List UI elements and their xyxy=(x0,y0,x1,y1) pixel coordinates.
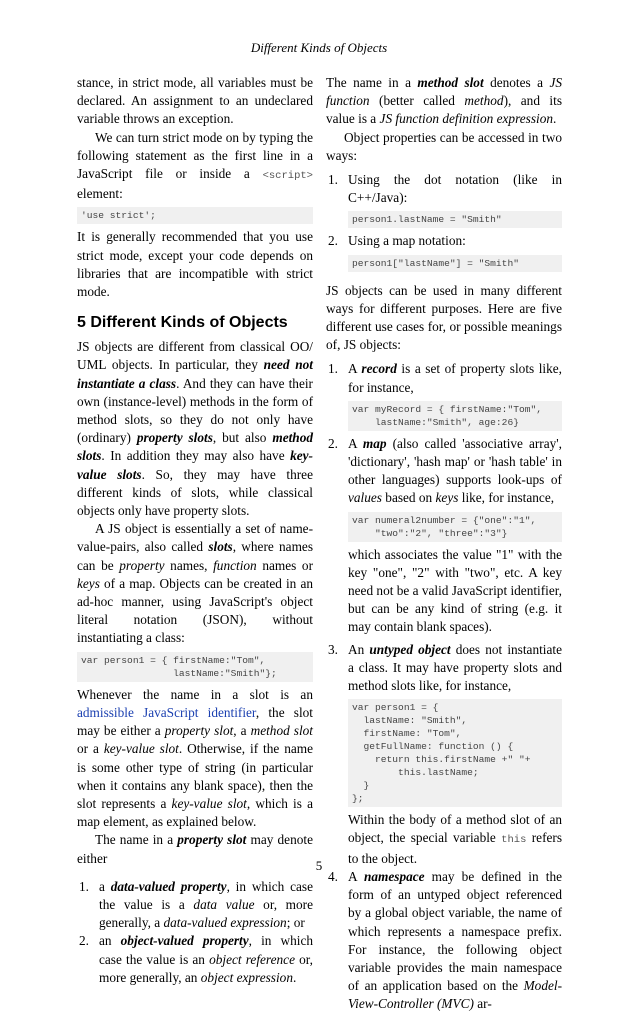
list-item: 3. An untyped object does not instantiate a class. It may have property slots and method slots like, for instance, var person1 = { lastName: "Smith", firstName: "Tom", getFullName: function () { return this.firstName +" "+ this.lastName; } }; Within the body of a method slot of an object, the special variable this refers to the object. xyxy=(326,641,562,868)
inline-code: <script> xyxy=(262,170,313,183)
list-item: 2. Using a map notation: person1["lastName"] = "Smith" xyxy=(326,232,562,271)
list-item: 1. A record is a set of property slots like, for instance, var myRecord = { firstName:"Tom", lastName:"Smith", age:26} xyxy=(326,360,562,430)
list-item: 1. Using the dot notation (like in C++/Java): person1.lastName = "Smith" xyxy=(326,171,562,228)
paragraph: stance, in strict mode, all variables must be declared. An assignment to an undeclared variable throws an exception. xyxy=(77,75,313,127)
paragraph: Whenever the name in a slot is an admissible JavaScript identifier, the slot may be either a property slot, a method slot or a key-value slot. Otherwise, if the name is some other type of string (in particular when it contains any blank space), then the slot represents a key-value slot, which is a map element, as explained below. xyxy=(77,686,313,830)
paragraph: The name in a property slot may denote either xyxy=(77,832,313,866)
paragraph: A JS object is essentially a set of name-value-pairs, also called slots, where names can be property names, function names or keys of a map. Objects can be created in an ad-hoc manner, using JavaScript's object literal notation (JSON), without instantiating a class: xyxy=(77,521,313,646)
page-number: 5 xyxy=(315,858,323,873)
list-number: 2. xyxy=(79,933,89,949)
paragraph: It is generally recommended that you use strict mode, except your code depends on libraries that are incompatible with strict mode. xyxy=(77,229,313,300)
list-item: 2. an object-valued property, in which case the value is an object reference or, more generally, an object expression. xyxy=(79,933,314,985)
identifier-link[interactable]: admissible JavaScript identifier xyxy=(77,704,256,720)
code-block: var person1 = { lastName: "Smith", firstName: "Tom", getFullName: function () { return this.firstName +" "+ this.lastName; } }; xyxy=(348,699,562,807)
left-column xyxy=(77,74,313,987)
code-block: person1.lastName = "Smith" xyxy=(348,211,562,228)
code-block: var numeral2number = {"one":"1", "two":"2", "three":"3"} xyxy=(348,512,562,542)
list-number: 2. xyxy=(328,435,338,451)
paragraph: We can turn strict mode on by typing the following statement as the first line in a JavaScript file or inside a <script> element: xyxy=(77,129,313,202)
code-block: var person1 = { firstName:"Tom", lastName:"Smith"}; xyxy=(77,652,313,682)
list-item-continuation: Within the body of a method slot of an object, the special variable this refers to the object. xyxy=(348,812,562,866)
list-number: 2. xyxy=(328,233,338,249)
code-block: var myRecord = { firstName:"Tom", lastName:"Smith", age:26} xyxy=(348,401,562,431)
list-item: 4. A namespace may be defined in the form of an untyped object referenced by a global object variable, the name of which represents a namespace prefix. For instance, the following object variable provides the main namespace of an application based on the Model-View-Controller (MVC) ar- xyxy=(328,868,562,1012)
inline-code: this xyxy=(501,834,527,847)
list-number: 3. xyxy=(328,641,338,657)
paragraph: Object properties can be accessed in two ways: xyxy=(326,129,562,163)
paragraph: JS objects can be used in many different ways for different purposes. Here are five different use cases for, or possible meanings of, JS objects: xyxy=(326,282,562,353)
list-number: 1. xyxy=(328,361,338,377)
list-number: 4. xyxy=(328,868,338,884)
code-block: person1["lastName"] = "Smith" xyxy=(348,255,562,272)
list-item: 1. a data-valued property, in which case the value is a data value or, more generally, a data-valued expression; or xyxy=(79,878,314,931)
paragraph: The name in a method slot denotes a JS function (better called method), and its value is a JS function definition expression. xyxy=(326,75,562,127)
list-number: 1. xyxy=(328,172,338,188)
paragraph: JS objects are different from classical OO/ UML objects. In particular, they need not instantiate a class. And they can have their own (instance-level) methods in the form of method slots, so they do not only have (ordinary) property slots, but also method slots. In addition they may also have key-value slots. So, they may have three different kinds of slots, while classical objects only have property slots. xyxy=(77,339,313,519)
list-item: 2. A map (also called 'associative array', 'dictionary', 'hash map' or 'hash table' in other languages) supports look-ups of values based on keys like, for instance, var numeral2number = {"one":"1", "two":"2", "three":"3"} which associates the value "1" with the key "one", "2" with "two", etc. A key need not be a valid JavaScript identifier, but can be any kind of string (e.g. it may contain blank spaces). xyxy=(326,435,562,637)
running-header: Different Kinds of Objects xyxy=(250,40,388,55)
list-item-continuation: which associates the value "1" with the key "one", "2" with "two", etc. A key need not be a valid JavaScript identifier, but can be any kind of string (e.g. it may contain blank spaces). xyxy=(348,546,562,635)
section-heading: 5 Different Kinds of Objects xyxy=(77,314,288,332)
code-block: 'use strict'; xyxy=(77,207,313,224)
list-number: 1. xyxy=(79,878,89,894)
